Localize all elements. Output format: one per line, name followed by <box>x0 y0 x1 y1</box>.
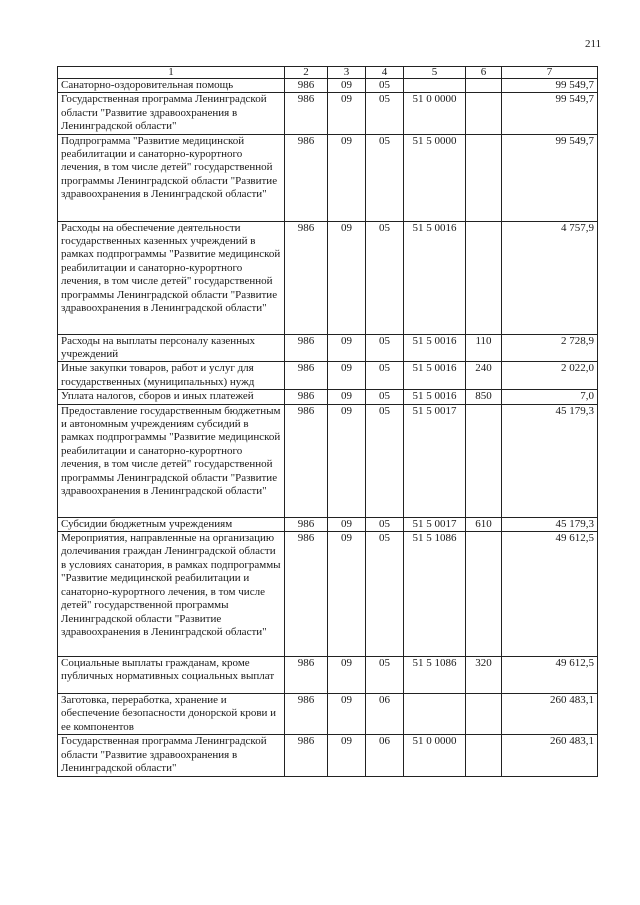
amount-value: 99 549,7 <box>502 93 598 134</box>
section-code: 09 <box>328 532 366 657</box>
row-name: Расходы на выплаты персоналу казенных учреждений <box>58 334 285 362</box>
row-name: Предоставление государственным бюджетным и автономным учреждениям субсидий в рамках подпрограммы "Развитие медицинской реабилитации и санаторно-курортного лечения, в том числе детей" государственной программы Ленинградской области "Развитие здравоохранения в Ленинградской области" <box>58 404 285 517</box>
row-name: Государственная программа Ленинградской области "Развитие здравоохранения в Ленинградской области" <box>58 93 285 134</box>
expense-type-code: 110 <box>466 334 502 362</box>
amount-value: 2 728,9 <box>502 334 598 362</box>
target-code: 51 5 0016 <box>404 362 466 390</box>
ministry-code: 986 <box>285 735 328 776</box>
amount-value: 2 022,0 <box>502 362 598 390</box>
ministry-code: 986 <box>285 134 328 221</box>
subsection-code: 05 <box>366 657 404 694</box>
section-code: 09 <box>328 694 366 735</box>
section-code: 09 <box>328 334 366 362</box>
section-code: 09 <box>328 517 366 531</box>
subsection-code: 06 <box>366 735 404 776</box>
section-code: 09 <box>328 221 366 334</box>
amount-value: 99 549,7 <box>502 134 598 221</box>
ministry-code: 986 <box>285 79 328 93</box>
row-name: Расходы на обеспечение деятельности государственных казенных учреждений в рамках подпрограммы "Развитие медицинской реабилитации и санаторно-курортного лечения, в том числе детей" государственной программы Ленинградской области "Развитие здравоохранения в Ленинградской области" <box>58 221 285 334</box>
section-code: 09 <box>328 404 366 517</box>
ministry-code: 986 <box>285 93 328 134</box>
target-code: 51 5 0000 <box>404 134 466 221</box>
ministry-code: 986 <box>285 362 328 390</box>
column-header: 7 <box>502 67 598 79</box>
ministry-code: 986 <box>285 404 328 517</box>
row-name: Санаторно-оздоровительная помощь <box>58 79 285 93</box>
ministry-code: 986 <box>285 390 328 404</box>
target-code: 51 5 1086 <box>404 657 466 694</box>
column-header: 6 <box>466 67 502 79</box>
target-code: 51 5 0017 <box>404 517 466 531</box>
section-code: 09 <box>328 735 366 776</box>
table-row <box>58 390 598 404</box>
amount-value: 49 612,5 <box>502 532 598 657</box>
table-row <box>58 79 598 93</box>
table-row <box>58 221 598 334</box>
row-name: Уплата налогов, сборов и иных платежей <box>58 390 285 404</box>
target-code: 51 0 0000 <box>404 93 466 134</box>
subsection-code: 05 <box>366 404 404 517</box>
subsection-code: 05 <box>366 532 404 657</box>
amount-value: 99 549,7 <box>502 79 598 93</box>
row-name: Субсидии бюджетным учреждениям <box>58 517 285 531</box>
expense-type-code <box>466 79 502 93</box>
subsection-code: 05 <box>366 93 404 134</box>
amount-value: 4 757,9 <box>502 221 598 334</box>
section-code: 09 <box>328 657 366 694</box>
table-row <box>58 517 598 531</box>
expense-type-code <box>466 694 502 735</box>
column-number-row <box>58 67 598 79</box>
expense-type-code <box>466 735 502 776</box>
expense-type-code <box>466 404 502 517</box>
expense-type-code: 850 <box>466 390 502 404</box>
subsection-code: 05 <box>366 362 404 390</box>
target-code: 51 5 0017 <box>404 404 466 517</box>
subsection-code: 05 <box>366 134 404 221</box>
row-name: Подпрограмма "Развитие медицинской реабилитации и санаторно-курортного лечения, в том числе детей" государственной программы Ленинградской области "Развитие здравоохранения в Ленинградской области" <box>58 134 285 221</box>
section-code: 09 <box>328 93 366 134</box>
budget-table <box>57 66 598 777</box>
row-name: Иные закупки товаров, работ и услуг для государственных (муниципальных) нужд <box>58 362 285 390</box>
subsection-code: 06 <box>366 694 404 735</box>
row-name: Социальные выплаты гражданам, кроме публичных нормативных социальных выплат <box>58 657 285 694</box>
column-header: 2 <box>285 67 328 79</box>
ministry-code: 986 <box>285 657 328 694</box>
subsection-code: 05 <box>366 390 404 404</box>
section-code: 09 <box>328 134 366 221</box>
subsection-code: 05 <box>366 221 404 334</box>
section-code: 09 <box>328 390 366 404</box>
table-row <box>58 93 598 134</box>
table-row <box>58 404 598 517</box>
expense-type-code <box>466 134 502 221</box>
page-number: 211 <box>585 38 602 50</box>
table-row <box>58 134 598 221</box>
expense-type-code <box>466 221 502 334</box>
target-code <box>404 79 466 93</box>
ministry-code: 986 <box>285 517 328 531</box>
target-code: 51 5 1086 <box>404 532 466 657</box>
row-name: Мероприятия, направленные на организацию долечивания граждан Ленинградской области в условиях санатория, в рамках подпрограммы "Развитие медицинской реабилитации и санаторно-курортного лечения, в том числе детей" государственной программы Ленинградской области "Развитие здравоохранения в Ленинградской области" <box>58 532 285 657</box>
expense-type-code <box>466 532 502 657</box>
amount-value: 49 612,5 <box>502 657 598 694</box>
ministry-code: 986 <box>285 334 328 362</box>
column-header: 4 <box>366 67 404 79</box>
amount-value: 45 179,3 <box>502 517 598 531</box>
section-code: 09 <box>328 362 366 390</box>
table-row <box>58 735 598 776</box>
target-code: 51 5 0016 <box>404 221 466 334</box>
amount-value: 260 483,1 <box>502 735 598 776</box>
target-code: 51 5 0016 <box>404 334 466 362</box>
ministry-code: 986 <box>285 532 328 657</box>
amount-value: 45 179,3 <box>502 404 598 517</box>
amount-value: 260 483,1 <box>502 694 598 735</box>
table-row <box>58 334 598 362</box>
table-row <box>58 532 598 657</box>
row-name: Государственная программа Ленинградской области "Развитие здравоохранения в Ленинградской области" <box>58 735 285 776</box>
table-row <box>58 362 598 390</box>
section-code: 09 <box>328 79 366 93</box>
expense-type-code <box>466 93 502 134</box>
ministry-code: 986 <box>285 694 328 735</box>
subsection-code: 05 <box>366 517 404 531</box>
amount-value: 7,0 <box>502 390 598 404</box>
subsection-code: 05 <box>366 334 404 362</box>
target-code: 51 0 0000 <box>404 735 466 776</box>
table-row <box>58 694 598 735</box>
target-code: 51 5 0016 <box>404 390 466 404</box>
subsection-code: 05 <box>366 79 404 93</box>
table-row <box>58 657 598 694</box>
expense-type-code: 240 <box>466 362 502 390</box>
column-header: 5 <box>404 67 466 79</box>
row-name: Заготовка, переработка, хранение и обеспечение безопасности донорской крови и ее компонентов <box>58 694 285 735</box>
expense-type-code: 320 <box>466 657 502 694</box>
column-header: 3 <box>328 67 366 79</box>
expense-type-code: 610 <box>466 517 502 531</box>
column-header: 1 <box>58 67 285 79</box>
ministry-code: 986 <box>285 221 328 334</box>
target-code <box>404 694 466 735</box>
